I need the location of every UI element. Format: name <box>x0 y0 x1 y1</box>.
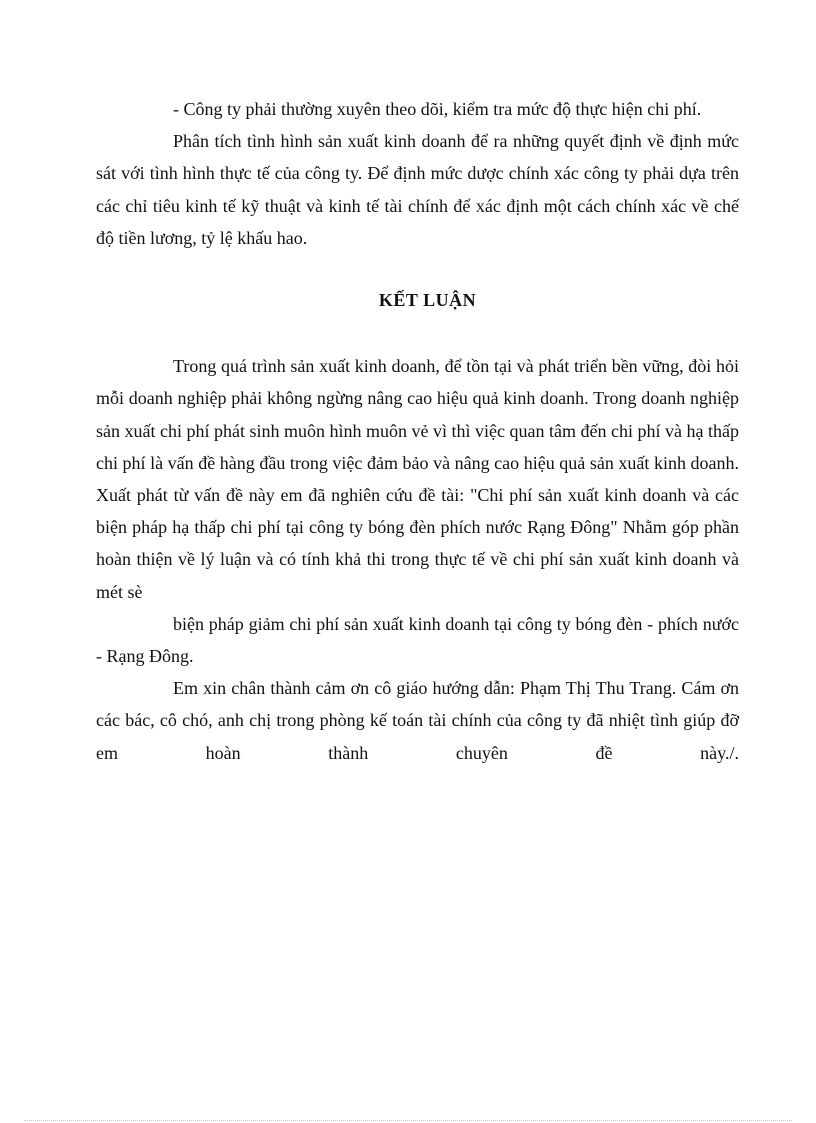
paragraph-conclusion-main: Trong quá trình sản xuất kinh doanh, để tồn tại và phát triển bền vững, đòi hỏi mỗi doanh nghiệp phải không ngừng nâng cao hiệu quả kinh doanh. Trong doanh nghiệp sản xuất chi phí phát sinh muôn hình muôn vẻ vì thì việc quan tâm đến chi phí và hạ thấp chi phí là vấn đề hàng đầu trong việc đảm bảo và nâng cao hiệu quả sản xuất kinh doanh. Xuất phát từ vấn đề này em đã nghiên cứu đề tài: "Chi phí sản xuất kinh doanh và các biện pháp hạ thấp chi phí tại công ty bóng đèn phích nước Rạng Đông" Nhằm góp phần hoàn thiện về lý luận và có tính khả thi trong thực tế về chi phí sản xuất kinh doanh và mét sè <box>96 356 739 602</box>
conclusion-heading: KẾT LUẬN <box>378 290 477 311</box>
paragraph-cost-norms: Phân tích tình hình sản xuất kinh doanh để ra những quyết định về định mức sát với tình hình thực tế của công ty. Để định mức dược chính xác công ty phải dựa trên các chỉ tiêu kinh tế kỹ thuật và kinh tế tài chính để xác định một cách chính xác về chế độ tiền lương, tỷ lệ khấu hao. <box>96 131 739 248</box>
paragraph-acknowledgement: Em xin chân thành cảm ơn cô giáo hướng dẫn: Phạm Thị Thu Trang. Cám ơn các bác, cô chó, anh chị trong phòng kế toán tài chính của công ty đã nhiệt tình giúp đỡ em hoàn thành chuyên đề này./. <box>96 678 739 763</box>
document-body <box>96 93 739 769</box>
paragraph-cost-monitoring: - Công ty phải thường xuyên theo dõi, kiểm tra mức độ thực hiện chi phí. <box>173 99 702 119</box>
paragraph-conclusion-measures: biện pháp giảm chi phí sản xuất kinh doanh tại công ty bóng đèn - phích nước - Rạng Đông. <box>96 613 739 667</box>
page-bottom-divider <box>24 1120 792 1121</box>
